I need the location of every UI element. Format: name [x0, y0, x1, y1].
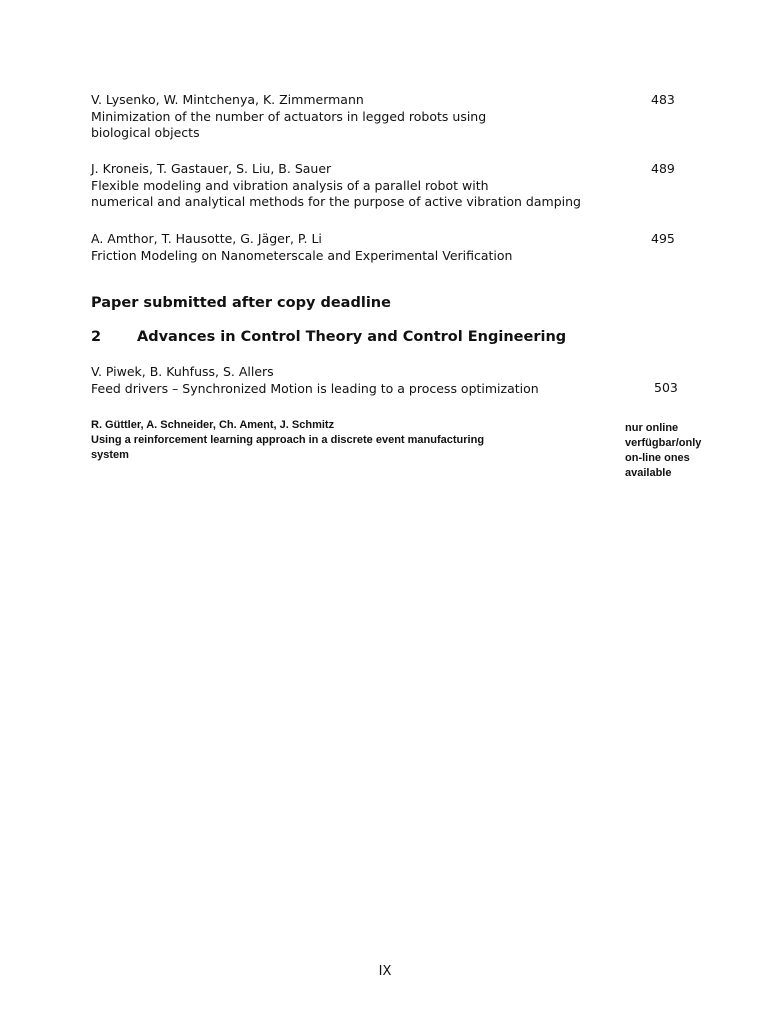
entry-title-line: Flexible modeling and vibration analysis of a parallel robot with — [91, 177, 489, 193]
online-only-note — [625, 421, 701, 481]
entry-title-line: biological objects — [91, 125, 200, 140]
entry-authors: R. Güttler, A. Schneider, Ch. Ament, J. Schmitz — [91, 419, 335, 431]
entry-authors: V. Lysenko, W. Mintchenya, K. Zimmermann — [91, 92, 364, 107]
entry-title-line: Friction Modeling on Nanometerscale and Experimental Verification — [91, 247, 513, 263]
note-line: nur online — [625, 422, 679, 434]
section-title: Advances in Control Theory and Control Engineering — [137, 329, 567, 345]
entry-title-line: Minimization of the number of actuators in legged robots using — [91, 108, 487, 124]
entry-page-number: 489 — [651, 161, 675, 176]
note-line: available — [625, 467, 672, 479]
entry-authors: J. Kroneis, T. Gastauer, S. Liu, B. Sauer — [91, 161, 332, 176]
toc-entry — [91, 418, 611, 463]
late-papers-heading: Paper submitted after copy deadline — [91, 295, 391, 311]
toc-entry — [91, 92, 611, 142]
toc-entry — [91, 364, 611, 397]
toc-entry — [91, 161, 611, 211]
entry-authors: A. Amthor, T. Hausotte, G. Jäger, P. Li — [91, 231, 322, 246]
entry-title-line: numerical and analytical methods for the purpose of active vibration damping — [91, 194, 581, 209]
note-line: on-line ones — [625, 452, 690, 464]
section-number: 2 — [91, 329, 102, 345]
entry-authors: V. Piwek, B. Kuhfuss, S. Allers — [91, 364, 274, 379]
entry-title-line: system — [91, 449, 129, 461]
note-line: verfügbar/only — [625, 437, 702, 449]
entry-page-number: 483 — [651, 92, 675, 107]
footer-page-number: IX — [378, 964, 392, 979]
entry-page-number: 503 — [654, 380, 678, 395]
toc-entry — [91, 231, 611, 264]
entry-page-number: 495 — [651, 231, 675, 246]
entry-title-line: Using a reinforcement learning approach in a discrete event manufacturing — [91, 434, 485, 446]
entry-title-line: Feed drivers – Synchronized Motion is leading to a process optimization — [91, 380, 539, 396]
